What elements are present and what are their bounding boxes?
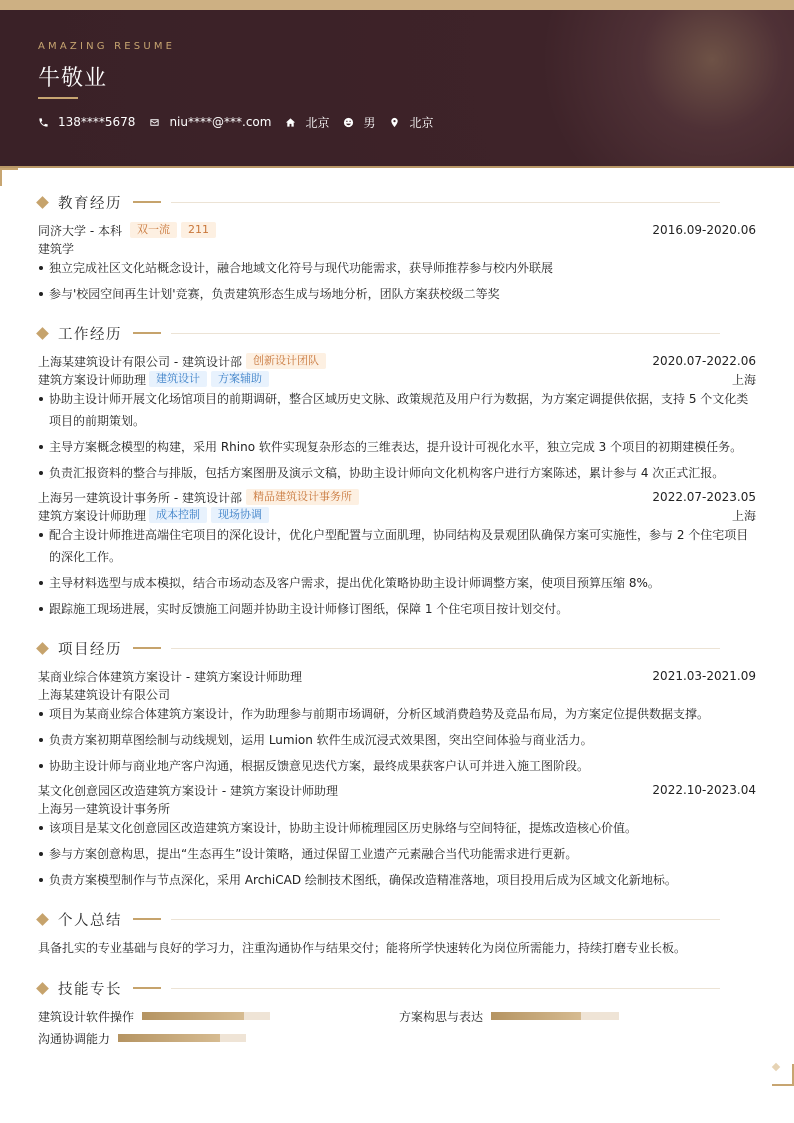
education-row [38, 221, 756, 239]
corner-decoration-top-left [0, 168, 18, 186]
work-bullet: 协助主设计师开展文化场馆项目的前期调研，整合区域历史文脉、政策规范及用户行为数据，为方案定调提供依据，支持 5 个文化类项目的前期策划。 [38, 388, 750, 432]
work-city: 上海 [731, 508, 756, 523]
candidate-name: 牛敬业 [38, 66, 108, 91]
skill-item [38, 1030, 246, 1046]
contact-list [38, 114, 448, 130]
project-bullet: 负责方案初期草图绘制与动线规划，运用 Lumion 软件生成沉浸式效果图，突出空间体验与商业活力。 [38, 729, 750, 751]
skill-bar [142, 1012, 270, 1020]
diamond-icon [36, 196, 49, 209]
skill-level-fill [118, 1034, 220, 1042]
resume-header [0, 10, 794, 168]
skill-bar [118, 1034, 246, 1042]
section-divider [171, 202, 720, 203]
home-icon [285, 117, 296, 128]
work-role-tag: 现场协调 [211, 507, 269, 523]
project-bullet: 协助主设计师与商业地产客户沟通，根据反馈意见迭代方案，最终成果获客户认可并进入施工图阶段。 [38, 755, 750, 777]
work-bullet: 配合主设计师推进高端住宅项目的深化设计，优化户型配置与立面肌理，协同结构及景观团队确保方案可实施性，参与 2 个住宅项目的深化工作。 [38, 524, 750, 568]
contact-location-text: 北京 [409, 115, 434, 130]
section-title: 个人总结 [58, 912, 122, 929]
work-date: 2020.07-2022.06 [652, 354, 756, 368]
project-title-row [38, 781, 756, 799]
contact-location [389, 114, 433, 131]
contact-residence [285, 114, 329, 131]
skill-item [38, 1008, 270, 1024]
contact-phone-text: 138****5678 [58, 115, 136, 129]
section-education-heading [36, 192, 720, 212]
phone-icon [38, 117, 49, 128]
work-company-row [38, 488, 756, 506]
summary-text: 具备扎实的专业基础与良好的学习力，注重沟通协作与结果交付；能将所学快速转化为岗位所需能力，持续打磨专业长板。 [38, 941, 687, 955]
section-summary-heading [36, 909, 720, 929]
skill-item [399, 1008, 619, 1024]
work-bullet: 负责汇报资料的整合与排版，包括方案图册及演示文稿，协助主设计师向文化机构客户进行方案陈述，累计参与 4 次正式汇报。 [38, 462, 750, 484]
project-date: 2021.03-2021.09 [652, 669, 756, 683]
work-bullet: 主导方案概念模型的构建，采用 Rhino 软件实现复杂形态的三维表达，提升设计可视化水平，独立完成 3 个项目的初期建模任务。 [38, 436, 750, 458]
work-company-row [38, 352, 756, 370]
contact-gender [343, 114, 375, 131]
section-title: 技能专长 [58, 981, 122, 998]
location-icon [389, 117, 400, 128]
education-date: 2016.09-2020.06 [652, 223, 756, 237]
project-bullet: 项目为某商业综合体建筑方案设计，作为助理参与前期市场调研，分析区域消费趋势及竞品布局，为方案定位提供数据支撑。 [38, 703, 750, 725]
work-bullet: 主导材料选型与成本模拟，结合市场动态及客户需求，提出优化策略协助主设计师调整方案，使项目预算压缩 8%。 [38, 572, 750, 594]
skill-level-fill [491, 1012, 581, 1020]
work-date: 2022.07-2023.05 [652, 490, 756, 504]
project-bullet: 负责方案模型制作与节点深化，采用 ArchiCAD 绘制技术图纸，确保改造精准落地，项目投用后成为区域文化新地标。 [38, 869, 750, 891]
work-role-tag: 成本控制 [149, 507, 207, 523]
section-skills-heading [36, 978, 720, 998]
diamond-icon [36, 642, 49, 655]
project-title: 某商业综合体建筑方案设计 - 建筑方案设计师助理 [38, 669, 302, 684]
project-bullet: 参与方案创意构思，提出“生态再生”设计策略，通过保留工业遗产元素融合当代功能需求进行更新。 [38, 843, 750, 865]
section-dash [133, 918, 161, 920]
section-dash [133, 201, 161, 203]
education-bullet: 参与'校园空间再生计划'竞赛，负责建筑形态生成与场地分析，团队方案获校级二等奖 [38, 283, 750, 305]
work-role-tag: 方案辅助 [211, 371, 269, 387]
contact-gender-text: 男 [363, 115, 376, 130]
education-major: 建筑学 [38, 242, 75, 256]
diamond-icon [36, 327, 49, 340]
work-city: 上海 [731, 372, 756, 387]
skill-bar [491, 1012, 619, 1020]
skill-name: 沟通协调能力 [38, 1031, 111, 1046]
name-underline [38, 97, 78, 99]
section-dash [133, 332, 161, 334]
work-company-tag: 创新设计团队 [246, 353, 326, 369]
work-bullet: 跟踪施工现场进展，实时反馈施工问题并协助主设计师修订图纸，保障 1 个住宅项目按计划交付。 [38, 598, 750, 620]
education-bullet: 独立完成社区文化站概念设计，融合地域文化符号与现代功能需求，获导师推荐参与校内外联展 [38, 257, 750, 279]
education-tag: 211 [181, 222, 216, 238]
project-org: 上海另一建筑设计事务所 [38, 802, 171, 816]
work-company: 上海另一建筑设计事务所 - 建筑设计部 [38, 490, 242, 505]
header-tagline: AMAZING RESUME [38, 41, 176, 52]
diamond-icon [36, 982, 49, 995]
work-role-tag: 建筑设计 [149, 371, 207, 387]
diamond-icon [36, 913, 49, 926]
section-work-heading [36, 323, 720, 343]
work-role-row [38, 506, 756, 524]
section-divider [171, 333, 720, 334]
project-title-row [38, 667, 756, 685]
skill-name: 方案构思与表达 [399, 1009, 484, 1024]
section-divider [171, 988, 720, 989]
contact-residence-text: 北京 [305, 115, 330, 130]
contact-email-text: niu****@***.com [169, 115, 272, 129]
education-tag: 双一流 [130, 222, 177, 238]
work-company: 上海某建筑设计有限公司 - 建筑设计部 [38, 354, 242, 369]
section-projects-heading [36, 638, 720, 658]
section-divider [171, 919, 720, 920]
top-accent-bar [0, 0, 794, 10]
education-school: 同济大学 - 本科 [38, 223, 122, 238]
project-date: 2022.10-2023.04 [652, 783, 756, 797]
section-title: 教育经历 [58, 195, 122, 212]
contact-phone [38, 115, 135, 129]
section-dash [133, 647, 161, 649]
skill-level-fill [142, 1012, 244, 1020]
mail-icon [149, 117, 160, 128]
gender-icon [343, 117, 354, 128]
work-role-row [38, 370, 756, 388]
work-role: 建筑方案设计师助理 [38, 372, 147, 387]
work-role: 建筑方案设计师助理 [38, 508, 147, 523]
work-company-tag: 精品建筑设计事务所 [246, 489, 359, 505]
skill-name: 建筑设计软件操作 [38, 1009, 135, 1024]
project-bullet: 该项目是某文化创意园区改造建筑方案设计，协助主设计师梳理园区历史脉络与空间特征，提炼改造核心价值。 [38, 817, 750, 839]
section-dash [133, 987, 161, 989]
project-org: 上海某建筑设计有限公司 [38, 688, 171, 702]
contact-email [149, 115, 271, 129]
section-title: 项目经历 [58, 641, 122, 658]
section-divider [171, 648, 720, 649]
project-title: 某文化创意园区改造建筑方案设计 - 建筑方案设计师助理 [38, 783, 338, 798]
section-title: 工作经历 [58, 326, 122, 343]
